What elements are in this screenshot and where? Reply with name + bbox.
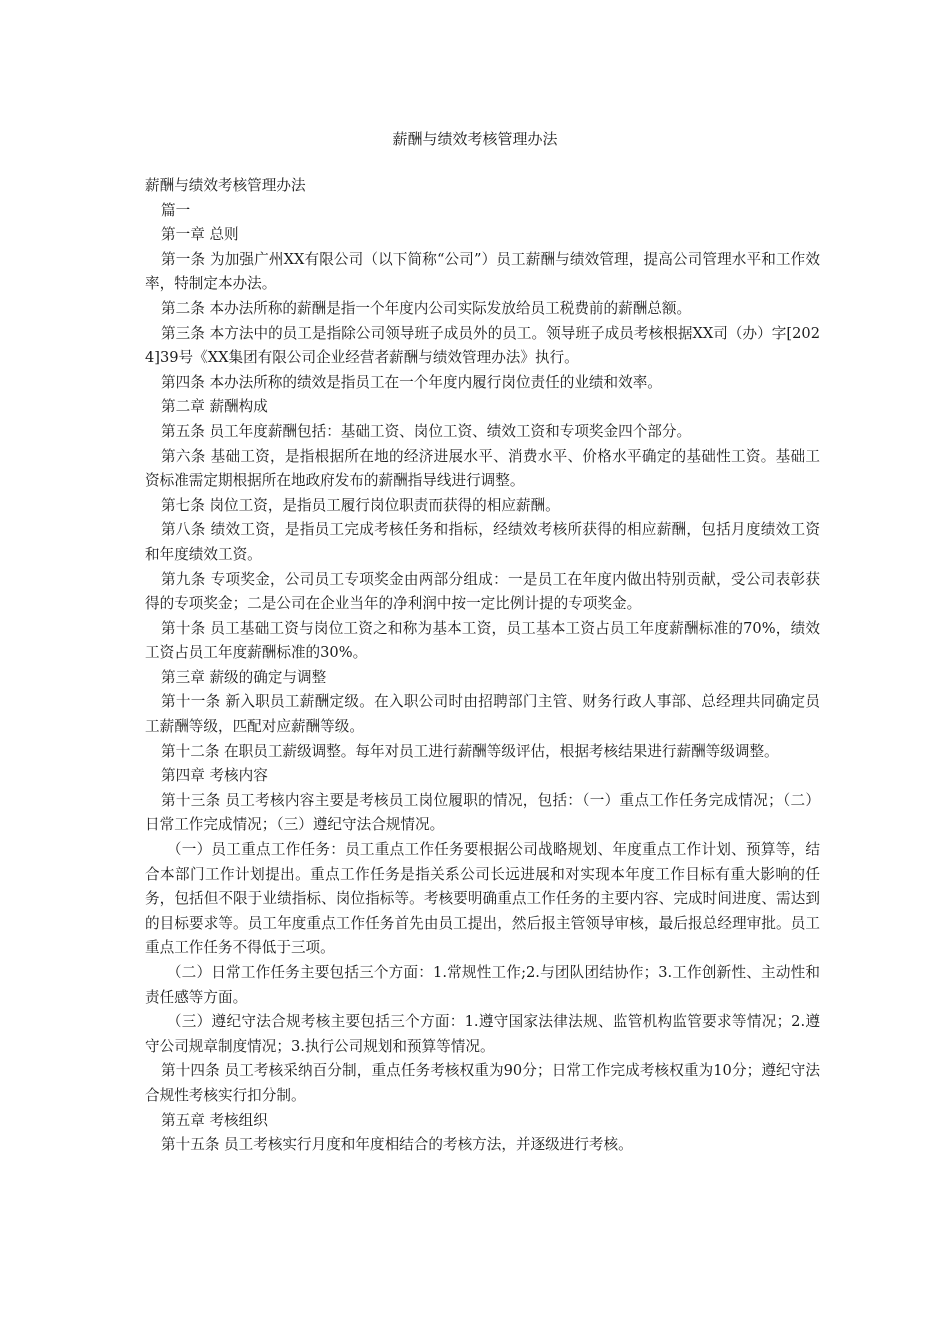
paragraph: 第十条 员工基础工资与岗位工资之和称为基本工资，员工基本工资占员工年度薪酬标准的70%，绩效工资占员工年度薪酬标准的30%。	[145, 619, 820, 662]
chapter-heading: 第三章 薪级的确定与调整	[161, 668, 327, 686]
paragraph: 第九条 专项奖金，公司员工专项奖金由两部分组成：一是员工在年度内做出特别贡献，受公司表彰获得的专项奖金；二是公司在企业当年的净利润中按一定比例计提的专项奖金。	[145, 570, 820, 613]
paragraph: 第一条 为加强广州XX有限公司（以下简称“公司”）员工薪酬与绩效管理，提高公司管理水平和工作效率，特制定本办法。	[145, 250, 820, 293]
paragraph: 第十二条 在职员工薪级调整。每年对员工进行薪酬等级评估，根据考核结果进行薪酬等级调整。	[161, 742, 779, 760]
chapter-heading: 第四章 考核内容	[161, 767, 268, 785]
paragraph: 第十一条 新入职员工薪酬定级。在入职公司时由招聘部门主管、财务行政人事部、总经理共同确定员工薪酬等级，匹配对应薪酬等级。	[145, 693, 820, 736]
paragraph: 第二条 本办法所称的薪酬是指一个年度内公司实际发放给员工税费前的薪酬总额。	[161, 299, 692, 317]
paragraph: 第六条 基础工资，是指根据所在地的经济进展水平、消费水平、价格水平确定的基础性工资。基础工资标准需定期根据所在地政府发布的薪酬指导线进行调整。	[145, 447, 820, 490]
paragraph: （三）遵纪守法合规考核主要包括三个方面：1.遵守国家法律法规、监管机构监管要求等情况；2.遵守公司规章制度情况；3.执行公司规划和预算等情况。	[145, 1013, 820, 1055]
paragraph: 第四条 本办法所称的绩效是指员工在一个年度内履行岗位责任的业绩和效率。	[161, 373, 662, 391]
paragraph: （一）员工重点工作任务：员工重点工作任务要根据公司战略规划、年度重点工作计划、预算等，结合本部门工作计划提出。重点工作任务是指关系公司长远进展和对实现本年度工作目标有重大影响的任务，包括但不限于业绩指标、岗位指标等。考核要明确重点工作任务的主要内容、完成时间进度、需达到的目标要求等。员工年度重点工作任务首先由员工提出，然后报主管领导审核，最后报总经理审批。员工重点工作任务不得低于三项。	[145, 841, 820, 957]
chapter-heading: 第一章 总则	[161, 226, 239, 244]
paragraph: 第三条 本方法中的员工是指除公司领导班子成员外的员工。领导班子成员考核根据XX司（办）字[2024]39号《XX集团有限公司企业经营者薪酬与绩效管理办法》执行。	[145, 324, 820, 367]
chapter-heading: 第五章 考核组织	[161, 1111, 268, 1129]
paragraph: 篇一	[161, 201, 191, 219]
paragraph: 第十三条 员工考核内容主要是考核员工岗位履职的情况，包括：（一）重点工作任务完成情况；（二）日常工作完成情况；（三）遵纪守法合规情况。	[145, 791, 820, 834]
paragraph: （二）日常工作任务主要包括三个方面：1.常规性工作;2.与团队团结协作；3.工作创新性、主动性和责任感等方面。	[145, 964, 820, 1006]
chapter-heading: 第二章 薪酬构成	[161, 398, 268, 416]
paragraph: 第十五条 员工考核实行月度和年度相结合的考核方法，并逐级进行考核。	[161, 1136, 633, 1154]
paragraph: 薪酬与绩效考核管理办法	[145, 177, 306, 194]
paragraph: 第五条 员工年度薪酬包括：基础工资、岗位工资、绩效工资和专项奖金四个部分。	[161, 422, 692, 440]
paragraph: 第八条 绩效工资，是指员工完成考核任务和指标，经绩效考核所获得的相应薪酬，包括月度绩效工资和年度绩效工资。	[145, 521, 820, 563]
paragraph: 第十四条 员工考核采纳百分制，重点任务考核权重为90分；日常工作完成考核权重为10分；遵纪守法合规性考核实行扣分制。	[145, 1062, 820, 1104]
paragraph: 第七条 岗位工资，是指员工履行岗位职责而获得的相应薪酬。	[161, 496, 560, 514]
document-body	[145, 174, 820, 1158]
document-title: 薪酬与绩效考核管理办法	[392, 130, 558, 148]
